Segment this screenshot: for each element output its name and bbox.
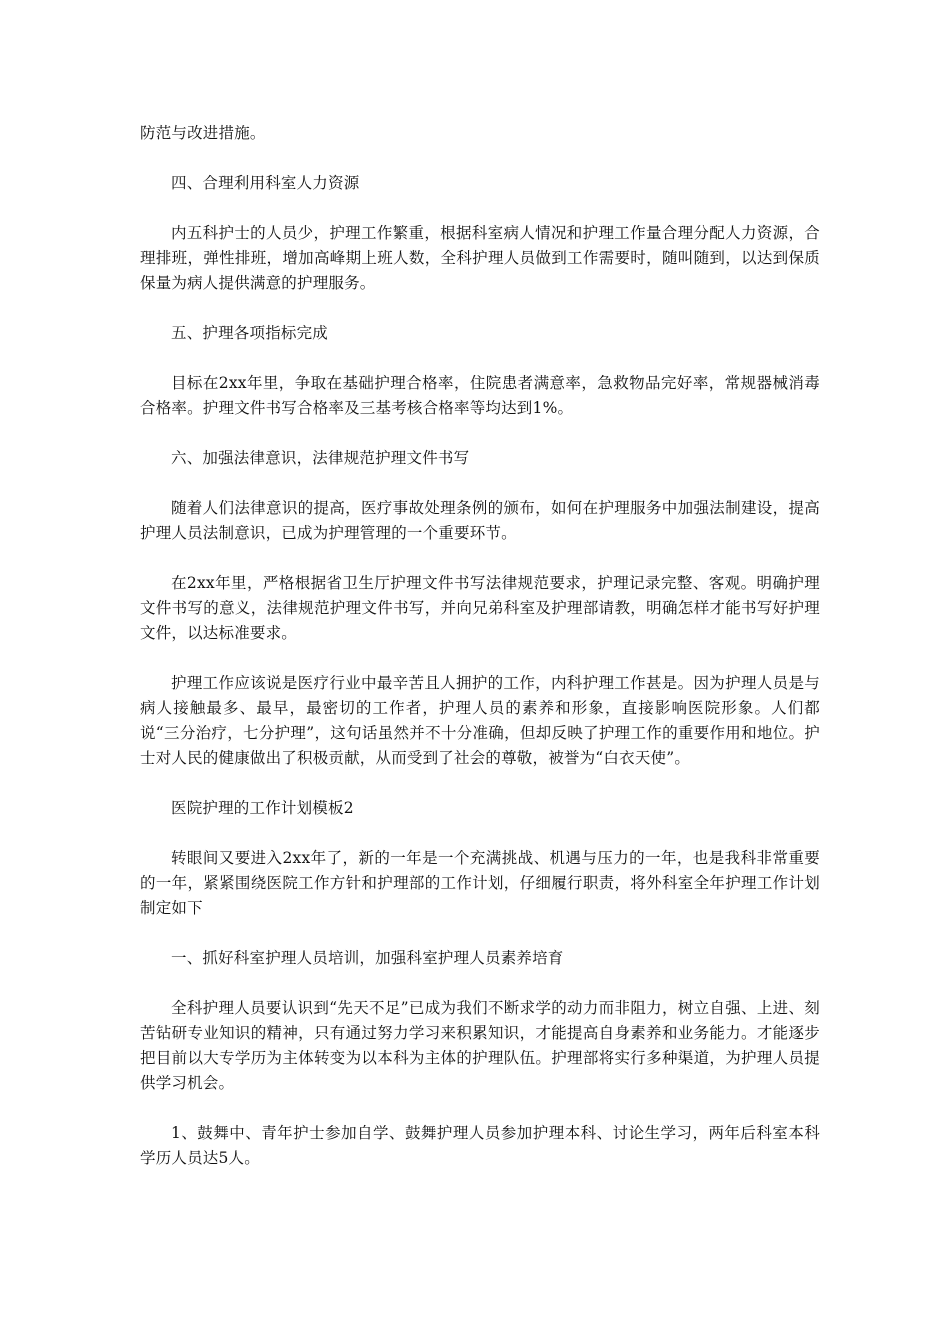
paragraph-staff-training: 全科护理人员要认识到“先天不足”已成为我们不断求学的动力而非阻力，树立自强、上进、刻苦钻研专业知识的精神，只有通过努力学习来积累知识，才能提高自身素养和业务能力。才能逐步把目前以大专学历为主体转变为以本科为主体的护理队伍。护理部将实行多种渠道，为护理人员提供学习机会。 bbox=[140, 999, 820, 1092]
paragraph-document-standards: 在2xx年里，严格根据省卫生厅护理文件书写法律规范要求，护理记录完整、客观。明确护理文件书写的意义，法律规范护理文件书写，并向兄弟科室及护理部请教，明确怎样才能书写好护理文件，以达标准要求。 bbox=[140, 574, 820, 642]
paragraph-nursing-importance: 护理工作应该说是医疗行业中最辛苦且人拥护的工作，内科护理工作甚是。因为护理人员是与病人接触最多、最早，最密切的工作者，护理人员的素养和形象，直接影响医院形象。人们都说“三分治疗，七分护理”，这句话虽然并不十分准确，但却反映了护理工作的重要作用和地位。护士对人民的健康做出了积极贡献，从而受到了社会的尊敬，被誉为“白衣天使”。 bbox=[140, 674, 820, 767]
paragraph-prevention-measures: 防范与改进措施。 bbox=[140, 124, 266, 142]
heading-nursing-indicators: 五、护理各项指标完成 bbox=[171, 324, 329, 342]
heading-legal-awareness: 六、加强法律意识，法律规范护理文件书写 bbox=[171, 449, 470, 467]
paragraph-human-resources: 内五科护士的人员少，护理工作繁重，根据科室病人情况和护理工作量合理分配人力资源，合理排班，弹性排班，增加高峰期上班人数，全科护理人员做到工作需要时，随叫随到，以达到保质保量为病人提供满意的护理服务。 bbox=[140, 224, 820, 292]
paragraph-self-study: 1、鼓舞中、青年护士参加自学、鼓舞护理人员参加护理本科、讨论生学习，两年后科室本科学历人员达5人。 bbox=[140, 1124, 820, 1167]
document-page bbox=[140, 121, 820, 1196]
paragraph-legal-awareness: 随着人们法律意识的提高，医疗事故处理条例的颁布，如何在护理服务中加强法制建设，提高护理人员法制意识，已成为护理管理的一个重要环节。 bbox=[140, 499, 820, 542]
paragraph-new-year-intro: 转眼间又要进入2xx年了，新的一年是一个充满挑战、机遇与压力的一年，也是我科非常重要的一年，紧紧围绕医院工作方针和护理部的工作计划，仔细履行职责，将外科室全年护理工作计划制定如下 bbox=[140, 849, 820, 917]
heading-template-2: 医院护理的工作计划模板2 bbox=[171, 799, 354, 817]
paragraph-nursing-indicators: 目标在2xx年里，争取在基础护理合格率，住院患者满意率，急救物品完好率，常规器械消毒合格率。护理文件书写合格率及三基考核合格率等均达到1%。 bbox=[140, 374, 820, 417]
heading-human-resources: 四、合理利用科室人力资源 bbox=[171, 174, 360, 192]
heading-staff-training: 一、抓好科室护理人员培训，加强科室护理人员素养培育 bbox=[171, 949, 564, 967]
